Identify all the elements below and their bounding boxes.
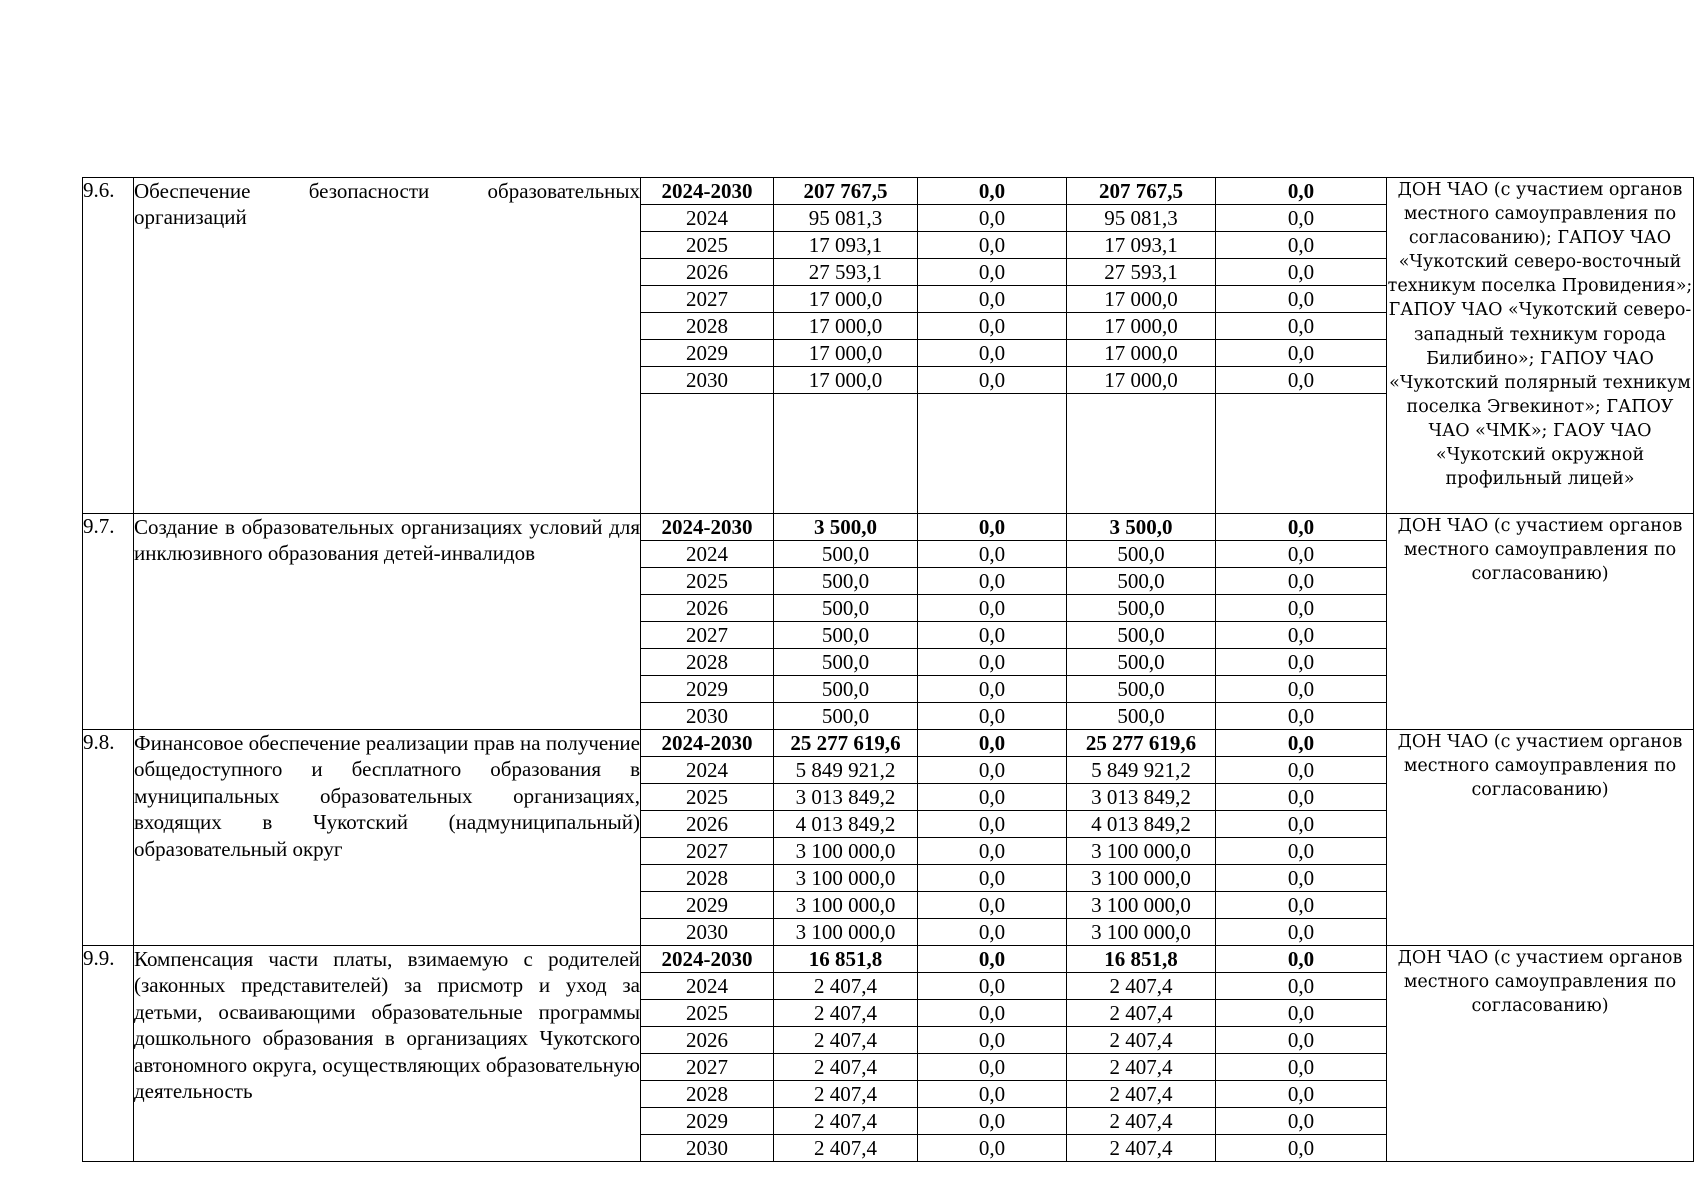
other-sources-cell: 0,0 bbox=[1216, 811, 1387, 838]
federal-budget-cell: 0,0 bbox=[918, 367, 1067, 394]
other-sources-cell: 0,0 bbox=[1216, 865, 1387, 892]
regional-budget-cell: 500,0 bbox=[1067, 676, 1216, 703]
federal-budget-cell: 0,0 bbox=[918, 541, 1067, 568]
item-number: 9.7. bbox=[83, 514, 134, 730]
regional-budget-cell: 500,0 bbox=[1067, 595, 1216, 622]
year-cell: 2028 bbox=[641, 1081, 774, 1108]
total-amount-cell: 27 593,1 bbox=[774, 259, 918, 286]
federal-budget-cell: 0,0 bbox=[918, 838, 1067, 865]
regional-budget-cell: 27 593,1 bbox=[1067, 259, 1216, 286]
year-cell: 2024-2030 bbox=[641, 178, 774, 205]
other-sources-cell: 0,0 bbox=[1216, 259, 1387, 286]
year-cell: 2024 bbox=[641, 757, 774, 784]
total-amount-cell: 16 851,8 bbox=[774, 946, 918, 973]
total-amount-cell: 500,0 bbox=[774, 622, 918, 649]
item-name: Компенсация части платы, взимаемую с родителей (законных представителей) за присмотр и уход за детьми, осваивающими образовательные программы дошкольного образования в организациях Чукотского автономного округа, осуществляющих образовательную деятельность bbox=[134, 946, 641, 1162]
responsible-executor: ДОН ЧАО (с участием органов местного самоуправления по согласованию) bbox=[1387, 514, 1694, 730]
regional-budget-cell: 17 000,0 bbox=[1067, 286, 1216, 313]
year-cell: 2027 bbox=[641, 622, 774, 649]
federal-budget-cell: 0,0 bbox=[918, 703, 1067, 730]
federal-budget-cell: 0,0 bbox=[918, 595, 1067, 622]
other-sources-cell: 0,0 bbox=[1216, 1000, 1387, 1027]
regional-budget-cell: 17 000,0 bbox=[1067, 340, 1216, 367]
federal-budget-cell: 0,0 bbox=[918, 622, 1067, 649]
federal-budget-cell: 0,0 bbox=[918, 811, 1067, 838]
federal-budget-cell: 0,0 bbox=[918, 973, 1067, 1000]
regional-budget-cell: 3 100 000,0 bbox=[1067, 838, 1216, 865]
total-amount-cell: 17 000,0 bbox=[774, 340, 918, 367]
other-sources-cell: 0,0 bbox=[1216, 340, 1387, 367]
year-cell: 2026 bbox=[641, 259, 774, 286]
federal-budget-cell: 0,0 bbox=[918, 730, 1067, 757]
regional-budget-cell: 2 407,4 bbox=[1067, 1027, 1216, 1054]
total-amount-cell: 207 767,5 bbox=[774, 178, 918, 205]
total-amount-cell: 500,0 bbox=[774, 649, 918, 676]
item-name: Финансовое обеспечение реализации прав на получение общедоступного и бесплатного образования в муниципальных образовательных организациях, входящих в Чукотский (надмуниципальный) образовательный округ bbox=[134, 730, 641, 946]
regional-budget-cell: 2 407,4 bbox=[1067, 1000, 1216, 1027]
federal-budget-cell: 0,0 bbox=[918, 1027, 1067, 1054]
table-row-total bbox=[83, 514, 1694, 541]
other-sources-cell: 0,0 bbox=[1216, 838, 1387, 865]
federal-budget-cell: 0,0 bbox=[918, 286, 1067, 313]
other-sources-cell: 0,0 bbox=[1216, 367, 1387, 394]
year-cell: 2029 bbox=[641, 340, 774, 367]
year-cell: 2028 bbox=[641, 865, 774, 892]
federal-budget-cell: 0,0 bbox=[918, 340, 1067, 367]
federal-budget-cell: 0,0 bbox=[918, 757, 1067, 784]
year-cell: 2025 bbox=[641, 568, 774, 595]
year-cell: 2028 bbox=[641, 313, 774, 340]
item-number: 9.9. bbox=[83, 946, 134, 1162]
empty-cell bbox=[641, 394, 774, 514]
federal-budget-cell: 0,0 bbox=[918, 1000, 1067, 1027]
year-cell: 2024-2030 bbox=[641, 946, 774, 973]
other-sources-cell: 0,0 bbox=[1216, 703, 1387, 730]
federal-budget-cell: 0,0 bbox=[918, 1108, 1067, 1135]
regional-budget-cell: 500,0 bbox=[1067, 568, 1216, 595]
year-cell: 2025 bbox=[641, 784, 774, 811]
total-amount-cell: 500,0 bbox=[774, 568, 918, 595]
total-amount-cell: 5 849 921,2 bbox=[774, 757, 918, 784]
other-sources-cell: 0,0 bbox=[1216, 973, 1387, 1000]
year-cell: 2024-2030 bbox=[641, 514, 774, 541]
regional-budget-cell: 500,0 bbox=[1067, 541, 1216, 568]
federal-budget-cell: 0,0 bbox=[918, 784, 1067, 811]
other-sources-cell: 0,0 bbox=[1216, 1081, 1387, 1108]
other-sources-cell: 0,0 bbox=[1216, 286, 1387, 313]
total-amount-cell: 3 100 000,0 bbox=[774, 919, 918, 946]
other-sources-cell: 0,0 bbox=[1216, 1054, 1387, 1081]
regional-budget-cell: 16 851,8 bbox=[1067, 946, 1216, 973]
federal-budget-cell: 0,0 bbox=[918, 676, 1067, 703]
table-row-total bbox=[83, 946, 1694, 973]
other-sources-cell: 0,0 bbox=[1216, 595, 1387, 622]
regional-budget-cell: 207 767,5 bbox=[1067, 178, 1216, 205]
responsible-executor: ДОН ЧАО (с участием органов местного самоуправления по согласованию) bbox=[1387, 730, 1694, 946]
other-sources-cell: 0,0 bbox=[1216, 676, 1387, 703]
year-cell: 2030 bbox=[641, 367, 774, 394]
empty-cell bbox=[918, 394, 1067, 514]
regional-budget-cell: 500,0 bbox=[1067, 649, 1216, 676]
regional-budget-cell: 2 407,4 bbox=[1067, 1135, 1216, 1162]
other-sources-cell: 0,0 bbox=[1216, 892, 1387, 919]
year-cell: 2024 bbox=[641, 541, 774, 568]
other-sources-cell: 0,0 bbox=[1216, 541, 1387, 568]
year-cell: 2027 bbox=[641, 1054, 774, 1081]
year-cell: 2029 bbox=[641, 676, 774, 703]
federal-budget-cell: 0,0 bbox=[918, 205, 1067, 232]
other-sources-cell: 0,0 bbox=[1216, 757, 1387, 784]
year-cell: 2028 bbox=[641, 649, 774, 676]
year-cell: 2030 bbox=[641, 919, 774, 946]
other-sources-cell: 0,0 bbox=[1216, 514, 1387, 541]
total-amount-cell: 2 407,4 bbox=[774, 1027, 918, 1054]
responsible-executor: ДОН ЧАО (с участием органов местного самоуправления по согласованию) bbox=[1387, 946, 1694, 1162]
year-cell: 2024 bbox=[641, 205, 774, 232]
total-amount-cell: 4 013 849,2 bbox=[774, 811, 918, 838]
regional-budget-cell: 2 407,4 bbox=[1067, 1081, 1216, 1108]
federal-budget-cell: 0,0 bbox=[918, 865, 1067, 892]
regional-budget-cell: 2 407,4 bbox=[1067, 1054, 1216, 1081]
total-amount-cell: 3 500,0 bbox=[774, 514, 918, 541]
total-amount-cell: 17 000,0 bbox=[774, 367, 918, 394]
regional-budget-cell: 95 081,3 bbox=[1067, 205, 1216, 232]
total-amount-cell: 2 407,4 bbox=[774, 1081, 918, 1108]
regional-budget-cell: 3 100 000,0 bbox=[1067, 892, 1216, 919]
total-amount-cell: 2 407,4 bbox=[774, 1108, 918, 1135]
regional-budget-cell: 17 000,0 bbox=[1067, 367, 1216, 394]
federal-budget-cell: 0,0 bbox=[918, 1135, 1067, 1162]
total-amount-cell: 500,0 bbox=[774, 541, 918, 568]
year-cell: 2026 bbox=[641, 1027, 774, 1054]
other-sources-cell: 0,0 bbox=[1216, 178, 1387, 205]
regional-budget-cell: 3 100 000,0 bbox=[1067, 919, 1216, 946]
year-cell: 2026 bbox=[641, 811, 774, 838]
federal-budget-cell: 0,0 bbox=[918, 1054, 1067, 1081]
other-sources-cell: 0,0 bbox=[1216, 1108, 1387, 1135]
year-cell: 2026 bbox=[641, 595, 774, 622]
total-amount-cell: 95 081,3 bbox=[774, 205, 918, 232]
total-amount-cell: 2 407,4 bbox=[774, 1000, 918, 1027]
empty-cell bbox=[1067, 394, 1216, 514]
item-number: 9.6. bbox=[83, 178, 134, 514]
federal-budget-cell: 0,0 bbox=[918, 178, 1067, 205]
regional-budget-cell: 17 000,0 bbox=[1067, 313, 1216, 340]
empty-cell bbox=[774, 394, 918, 514]
regional-budget-cell: 3 100 000,0 bbox=[1067, 865, 1216, 892]
regional-budget-cell: 500,0 bbox=[1067, 703, 1216, 730]
regional-budget-cell: 3 013 849,2 bbox=[1067, 784, 1216, 811]
total-amount-cell: 17 093,1 bbox=[774, 232, 918, 259]
regional-budget-cell: 2 407,4 bbox=[1067, 1108, 1216, 1135]
other-sources-cell: 0,0 bbox=[1216, 313, 1387, 340]
federal-budget-cell: 0,0 bbox=[918, 568, 1067, 595]
total-amount-cell: 3 100 000,0 bbox=[774, 892, 918, 919]
total-amount-cell: 3 100 000,0 bbox=[774, 865, 918, 892]
empty-cell bbox=[1216, 394, 1387, 514]
funding-table bbox=[82, 177, 1694, 1162]
total-amount-cell: 2 407,4 bbox=[774, 1135, 918, 1162]
other-sources-cell: 0,0 bbox=[1216, 1027, 1387, 1054]
year-cell: 2027 bbox=[641, 286, 774, 313]
table-row-total bbox=[83, 730, 1694, 757]
regional-budget-cell: 3 500,0 bbox=[1067, 514, 1216, 541]
federal-budget-cell: 0,0 bbox=[918, 919, 1067, 946]
regional-budget-cell: 17 093,1 bbox=[1067, 232, 1216, 259]
year-cell: 2030 bbox=[641, 1135, 774, 1162]
regional-budget-cell: 2 407,4 bbox=[1067, 973, 1216, 1000]
regional-budget-cell: 500,0 bbox=[1067, 622, 1216, 649]
regional-budget-cell: 25 277 619,6 bbox=[1067, 730, 1216, 757]
federal-budget-cell: 0,0 bbox=[918, 514, 1067, 541]
item-name: Обеспечение безопасности образовательных организаций bbox=[134, 178, 641, 514]
other-sources-cell: 0,0 bbox=[1216, 1135, 1387, 1162]
total-amount-cell: 17 000,0 bbox=[774, 286, 918, 313]
federal-budget-cell: 0,0 bbox=[918, 232, 1067, 259]
other-sources-cell: 0,0 bbox=[1216, 649, 1387, 676]
total-amount-cell: 17 000,0 bbox=[774, 313, 918, 340]
year-cell: 2025 bbox=[641, 1000, 774, 1027]
federal-budget-cell: 0,0 bbox=[918, 892, 1067, 919]
regional-budget-cell: 4 013 849,2 bbox=[1067, 811, 1216, 838]
total-amount-cell: 25 277 619,6 bbox=[774, 730, 918, 757]
other-sources-cell: 0,0 bbox=[1216, 205, 1387, 232]
responsible-executor: ДОН ЧАО (с участием органов местного самоуправления по согласованию); ГАПОУ ЧАО «Чукотский северо-восточный техникум поселка Провидения»; ГАПОУ ЧАО «Чукотский северо-западный техникум города Билибино»; ГАПОУ ЧАО «Чукотский полярный техникум поселка Эгвекинот»; ГАПОУ ЧАО «ЧМК»; ГАОУ ЧАО «Чукотский окружной профильный лицей» bbox=[1387, 178, 1694, 514]
other-sources-cell: 0,0 bbox=[1216, 730, 1387, 757]
other-sources-cell: 0,0 bbox=[1216, 919, 1387, 946]
total-amount-cell: 2 407,4 bbox=[774, 1054, 918, 1081]
other-sources-cell: 0,0 bbox=[1216, 622, 1387, 649]
total-amount-cell: 500,0 bbox=[774, 676, 918, 703]
federal-budget-cell: 0,0 bbox=[918, 313, 1067, 340]
item-number: 9.8. bbox=[83, 730, 134, 946]
table-row-total bbox=[83, 178, 1694, 205]
item-name: Создание в образовательных организациях условий для инклюзивного образования детей-инвалидов bbox=[134, 514, 641, 730]
total-amount-cell: 3 100 000,0 bbox=[774, 838, 918, 865]
year-cell: 2029 bbox=[641, 1108, 774, 1135]
other-sources-cell: 0,0 bbox=[1216, 232, 1387, 259]
total-amount-cell: 3 013 849,2 bbox=[774, 784, 918, 811]
regional-budget-cell: 5 849 921,2 bbox=[1067, 757, 1216, 784]
year-cell: 2030 bbox=[641, 703, 774, 730]
other-sources-cell: 0,0 bbox=[1216, 784, 1387, 811]
federal-budget-cell: 0,0 bbox=[918, 946, 1067, 973]
year-cell: 2024 bbox=[641, 973, 774, 1000]
other-sources-cell: 0,0 bbox=[1216, 946, 1387, 973]
year-cell: 2025 bbox=[641, 232, 774, 259]
year-cell: 2029 bbox=[641, 892, 774, 919]
other-sources-cell: 0,0 bbox=[1216, 568, 1387, 595]
year-cell: 2024-2030 bbox=[641, 730, 774, 757]
total-amount-cell: 2 407,4 bbox=[774, 973, 918, 1000]
year-cell: 2027 bbox=[641, 838, 774, 865]
total-amount-cell: 500,0 bbox=[774, 703, 918, 730]
federal-budget-cell: 0,0 bbox=[918, 649, 1067, 676]
federal-budget-cell: 0,0 bbox=[918, 1081, 1067, 1108]
federal-budget-cell: 0,0 bbox=[918, 259, 1067, 286]
total-amount-cell: 500,0 bbox=[774, 595, 918, 622]
